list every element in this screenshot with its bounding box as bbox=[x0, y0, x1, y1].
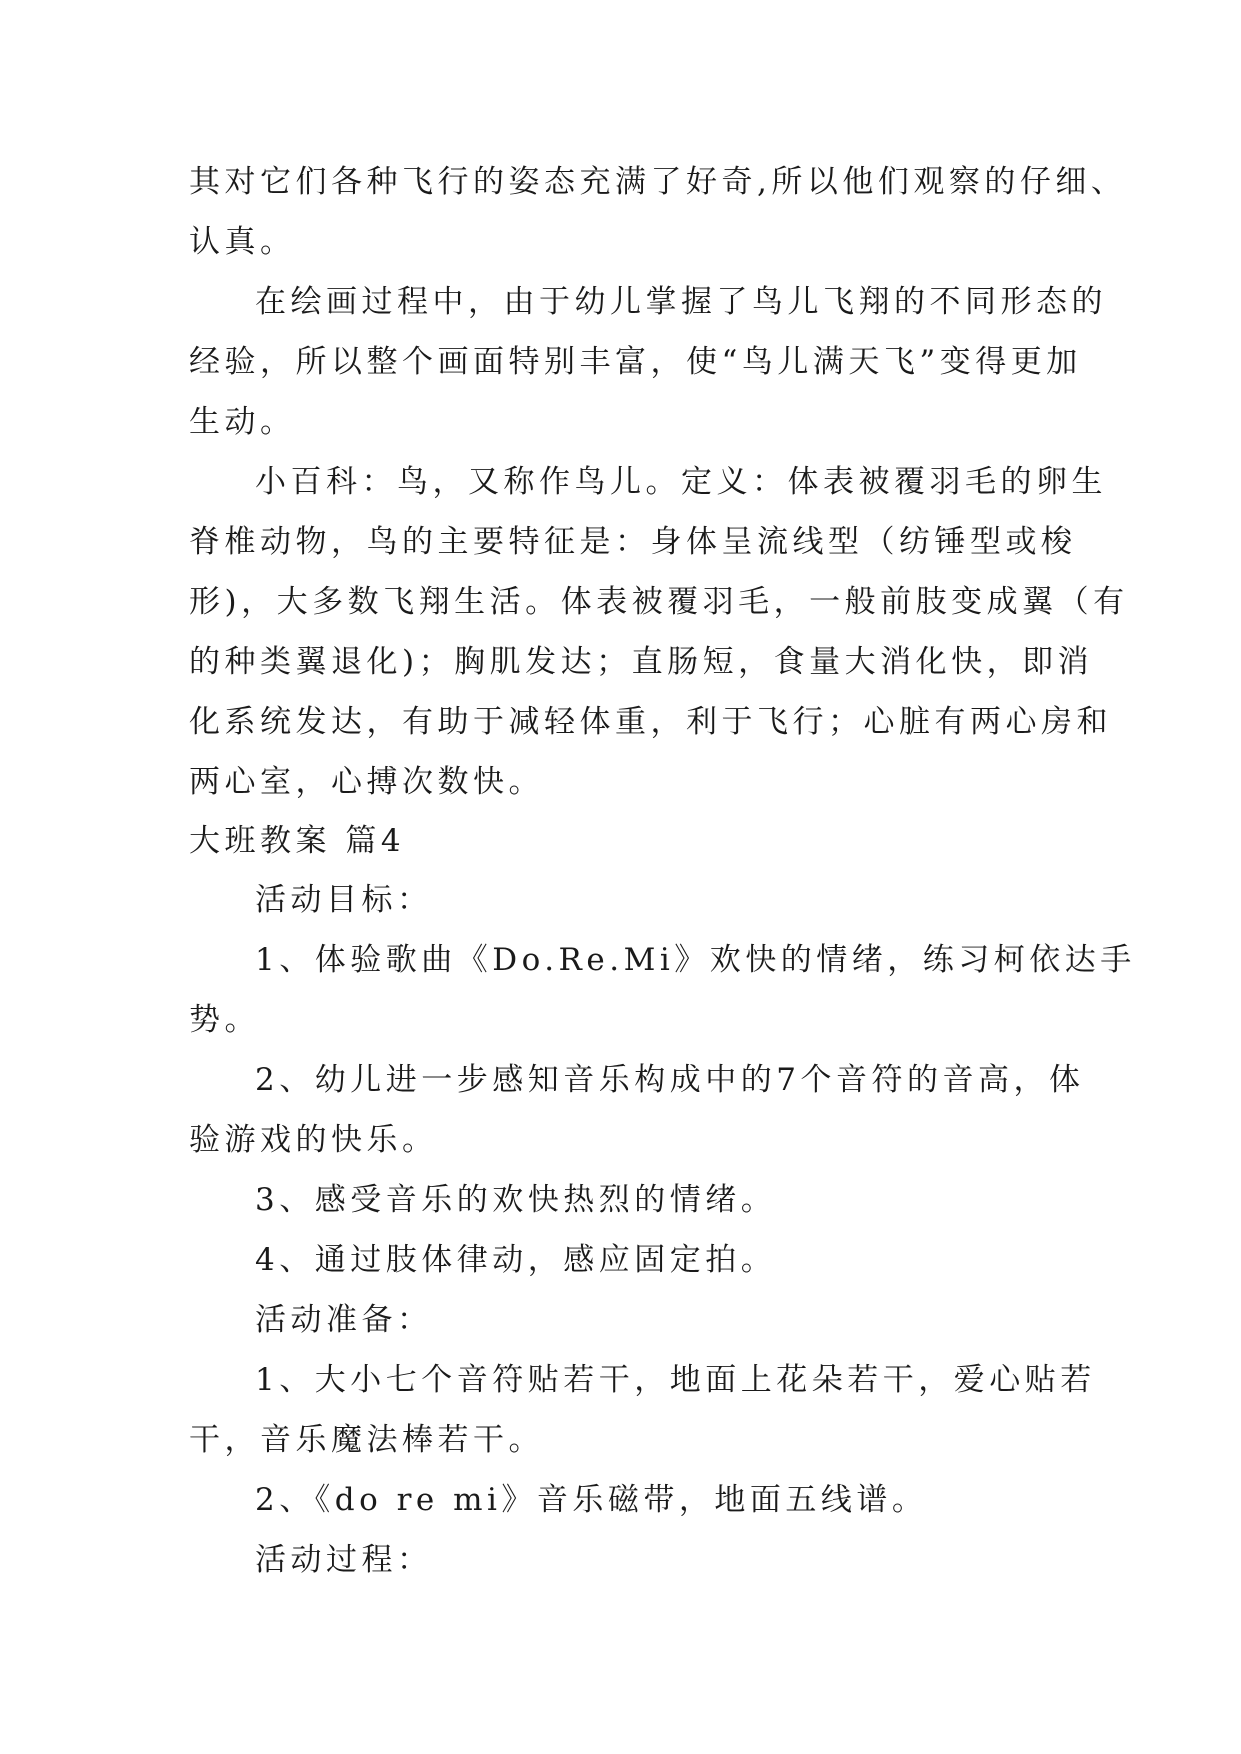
paragraph-line: 脊椎动物，鸟的主要特征是：身体呈流线型（纺锤型或梭 bbox=[189, 524, 1077, 560]
list-item: 4、通过肢体律动，感应固定拍。 bbox=[255, 1242, 777, 1278]
paragraph-line: 其对它们各种飞行的姿态充满了好奇,所以他们观察的仔细、 bbox=[189, 164, 1127, 200]
paragraph-line: 两心室，心搏次数快。 bbox=[189, 764, 544, 800]
subsection-label: 活动目标： bbox=[255, 882, 433, 918]
paragraph-line: 在绘画过程中，由于幼儿掌握了鸟儿飞翔的不同形态的 bbox=[255, 284, 1107, 320]
list-item: 1、大小七个音符贴若干，地面上花朵若干，爱心贴若 bbox=[255, 1362, 1096, 1398]
list-item: 2、《do re mi》音乐磁带，地面五线谱。 bbox=[255, 1482, 928, 1518]
list-item: 2、幼儿进一步感知音乐构成中的7个音符的音高，体 bbox=[255, 1062, 1085, 1098]
paragraph-line: 经验，所以整个画面特别丰富，使“鸟儿满天飞”变得更加 bbox=[189, 344, 1082, 380]
paragraph-line: 化系统发达，有助于减轻体重，利于飞行；心脏有两心房和 bbox=[189, 704, 1112, 740]
paragraph-line: 生动。 bbox=[189, 404, 296, 440]
paragraph-line: 小百科：鸟，又称作鸟儿。定义：体表被覆羽毛的卵生 bbox=[255, 464, 1107, 500]
list-item-continuation: 验游戏的快乐。 bbox=[189, 1122, 438, 1158]
subsection-label: 活动过程： bbox=[255, 1542, 433, 1578]
paragraph-line: 认真。 bbox=[189, 224, 296, 260]
section-heading: 大班教案 篇4 bbox=[189, 823, 406, 859]
paragraph-line: 形)，大多数飞翔生活。体表被覆羽毛，一般前肢变成翼（有 bbox=[189, 584, 1129, 620]
subsection-label: 活动准备： bbox=[255, 1302, 433, 1338]
document-body bbox=[189, 152, 1136, 1590]
list-item: 1、体验歌曲《Do.Re.Mi》欢快的情绪，练习柯依达手 bbox=[255, 942, 1136, 978]
list-item-continuation: 干，音乐魔法棒若干。 bbox=[189, 1422, 544, 1458]
list-item-continuation: 势。 bbox=[189, 1002, 260, 1038]
list-item: 3、感受音乐的欢快热烈的情绪。 bbox=[255, 1182, 777, 1218]
paragraph-line: 的种类翼退化)；胸肌发达；直肠短，食量大消化快，即消 bbox=[189, 644, 1094, 680]
